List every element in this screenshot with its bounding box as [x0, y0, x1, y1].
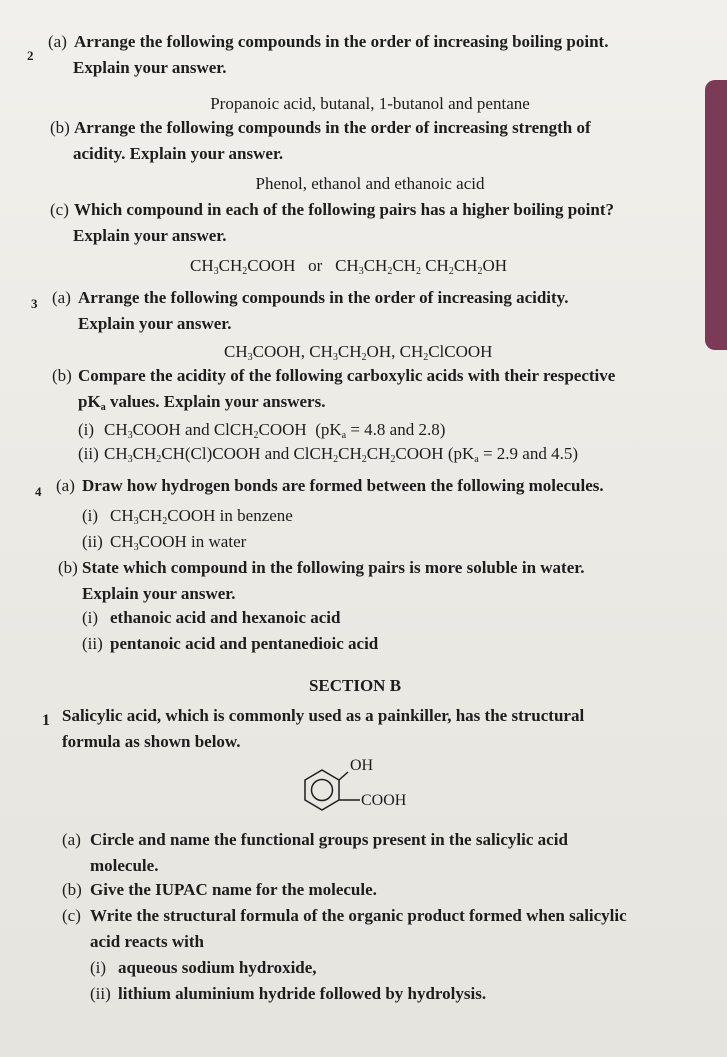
- cooh-label: COOH: [361, 792, 407, 809]
- q3b-line2: $pK_a$ values. Explain your answers.: [78, 392, 326, 413]
- book-edge-tab: [705, 80, 727, 350]
- sb1c-line1: (c) Write the structural formula of the organic product formed when salicylic: [62, 906, 627, 925]
- sb1c-line2: acid reacts with: [90, 932, 204, 951]
- q2b-line1: (b) Arrange the following compounds in the order of increasing strength of: [50, 118, 591, 137]
- q2c-line1: (c) Which compound in each of the following pairs has a higher boiling point?: [50, 200, 615, 219]
- q4b-item-i: (i) ethanoic acid and hexanoic acid: [82, 608, 341, 627]
- sb1-line1: Salicylic acid, which is commonly used as a painkiller, has the structural: [62, 706, 585, 725]
- q4b-item-ii: (ii) pentanoic acid and pentanedioic acid: [82, 634, 379, 653]
- q4a-item-i: (i) $CH_3CH_2COOH$ in benzene: [82, 506, 293, 527]
- q4a-item-ii: (ii) $CH_3COOH$ in water: [82, 532, 247, 553]
- sb1c-item-ii: (ii) lithium aluminium hydride followed by hydrolysis.: [90, 984, 487, 1003]
- sb1a-line1: (a) Circle and name the functional groups present in the salicylic acid: [62, 830, 568, 849]
- question-2-number: 2: [27, 48, 34, 63]
- question-4-number: 4: [35, 484, 42, 499]
- q4a-line1: (a) Draw how hydrogen bonds are formed between the following molecules.: [56, 476, 604, 495]
- benzene-ring: [305, 770, 339, 810]
- aromatic-circle: [312, 780, 333, 801]
- q3a-formula-list: $CH_3COOH$, $CH_3CH_2OH$, $CH_2ClCOOH$: [224, 342, 493, 363]
- sb1c-item-i: (i) aqueous sodium hydroxide,: [90, 958, 317, 977]
- sectionb-question-1-number: 1: [42, 712, 50, 729]
- q3b-item-i: (i) $CH_3COOH$ and ClCH$_2$COOH ($pK_a = 4.8$ and 2.8): [78, 420, 446, 441]
- q2a-line2: Explain your answer.: [73, 58, 227, 77]
- q2a-compound-list: Propanoic acid, butanal, 1-butanol and pentane: [210, 94, 530, 113]
- q3b-line1: (b) Compare the acidity of the following carboxylic acids with their respective: [52, 366, 616, 385]
- q2b-compound-list: Phenol, ethanol and ethanoic acid: [255, 174, 485, 193]
- q3a-line2: Explain your answer.: [78, 314, 232, 333]
- sb1a-line2: molecule.: [90, 856, 159, 875]
- sb1b-line1: (b) Give the IUPAC name for the molecule.: [62, 880, 377, 899]
- oh-label: OH: [350, 757, 374, 774]
- sb1-line2: formula as shown below.: [62, 732, 241, 751]
- question-3-number: 3: [31, 296, 38, 311]
- section-b-heading: SECTION B: [308, 676, 402, 695]
- q2c-line2: Explain your answer.: [73, 226, 227, 245]
- q4b-line1: (b) State which compound in the following pairs is more soluble in water.: [58, 558, 585, 577]
- q3b-item-ii: (ii) $CH_3CH_2CH(Cl)COOH$ and $ClCH_2CH_2CH_2COOH$ ($pK_a = 2.9$ and 4.5): [78, 444, 579, 465]
- q4b-line2: Explain your answer.: [82, 584, 236, 603]
- salicylic-acid-structure: [290, 752, 450, 824]
- q2c-formula-pair: $CH_3CH_2COOH$ or $CH_3CH_2CH_2$ $CH_2CH_2OH$: [190, 256, 508, 277]
- q3a-line1: (a) Arrange the following compounds in the order of increasing acidity.: [52, 288, 569, 307]
- oh-bond: [339, 772, 348, 780]
- q2a-line1: (a) Arrange the following compounds in the order of increasing boiling point.: [48, 32, 609, 51]
- q2b-line2: acidity. Explain your answer.: [73, 144, 284, 163]
